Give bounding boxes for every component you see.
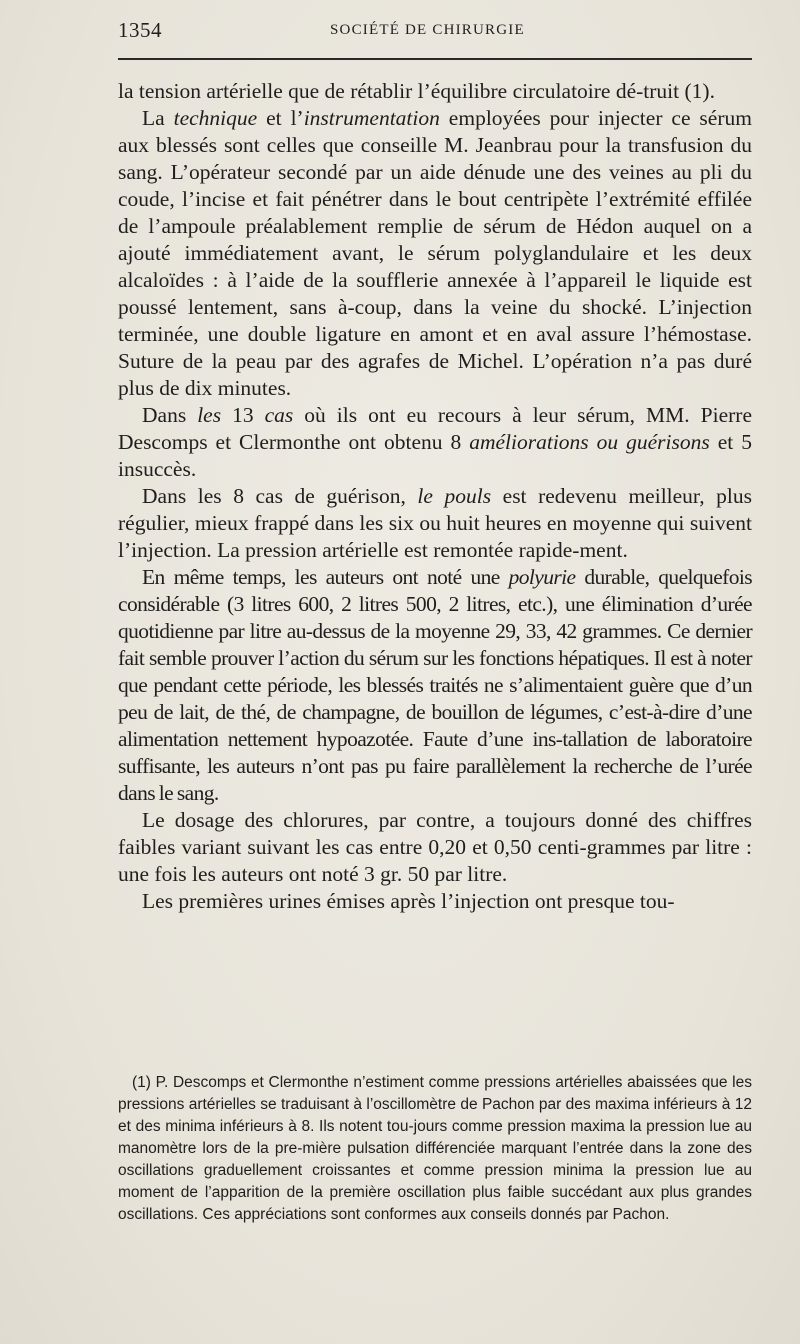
paragraph-2 <box>118 105 752 402</box>
text-run: employées pour injecter ce sérum aux blessés sont celles que conseille M. Jeanbrau pour la transfusion du sang. L’opérateur secondé par un aide dénude une des veines au pli du coude, l’incise et fait pénétrer dans le bout centripète l’extrémité effilée de l’ampoule préalablement remplie de sérum de Hédon auquel on a ajouté immédiatement avant, le sérum polyglandulaire et les deux alcaloïdes : à l’aide de la soufflerie annexée à l’appareil le liquide est poussé lentement, sans à-coup, dans la veine du shocké. L’injection terminée, une double ligature en amont et en aval assure l’hémostase. Suture de la peau par des agrafes de Michel. L’opération n’a pas duré plus de dix minutes. <box>118 106 752 400</box>
text-run: et 5 insuccès. <box>118 430 752 481</box>
body-text <box>118 78 752 915</box>
text-run: Les premières urines émises après l’injection ont presque tou- <box>142 889 675 913</box>
paragraph-4 <box>118 483 752 564</box>
text-run: En même temps, les auteurs ont noté une <box>142 565 509 589</box>
italic-run: technique <box>173 106 258 130</box>
italic-run: cas <box>264 403 294 427</box>
header-rule <box>118 58 752 60</box>
page-number: 1354 <box>118 18 162 42</box>
text-run: Dans <box>142 403 198 427</box>
italic-run: instrumentation <box>303 106 440 130</box>
italic-run: les <box>197 403 222 427</box>
text-run: Dans les 8 cas de guérison, <box>142 484 418 508</box>
text-run: La <box>142 106 174 130</box>
text-run: où ils ont eu recours à leur sérum, MM. Pierre Descomps et Clermonthe ont obtenu 8 <box>118 403 753 454</box>
text-run: Le dosage des chlorures, par contre, a toujours donné des chiffres faibles variant suivant les cas entre 0,20 et 0,50 centi-grammes par litre : une fois les auteurs ont noté 3 gr. 50 par litre. <box>118 808 752 886</box>
text-run: la tension artérielle que de rétablir l’équilibre circulatoire dé-truit (1). <box>118 79 715 103</box>
italic-run: polyurie <box>508 565 576 589</box>
italic-run: le pouls <box>417 484 492 508</box>
italic-run: améliorations ou guérisons <box>469 430 710 454</box>
text-run: et l’ <box>257 106 304 130</box>
footnote <box>118 1072 752 1226</box>
text-run: durable, quelquefois considérable (3 litres 600, 2 litres 500, 2 litres, etc.), une élimination d’urée quotidienne par litre au-dessus de la moyenne 29, 33, 42 grammes. Ce dernier fait semble prouver l’action du sérum sur les fonctions hépatiques. Il est à noter que pendant cette période, les blessés traités ne s’alimentaient guère que d’un peu de lait, de thé, de champagne, de bouillon de légumes, c’est-à-dire d’une alimentation nettement hypoazotée. Faute d’une ins-tallation de laboratoire suffisante, les auteurs n’ont pas pu faire parallèlement la recherche de l’urée dans le sang. <box>118 565 752 805</box>
paragraph-1 <box>118 78 752 105</box>
paragraph-3 <box>118 402 752 483</box>
text-run: est redevenu meilleur, plus régulier, mieux frappé dans les six ou huit heures en moyenne qui suivent l’injection. La pression artérielle est remontée rapide-ment. <box>118 484 753 562</box>
paragraph-5 <box>118 564 752 807</box>
paragraph-6 <box>118 807 752 888</box>
page-header <box>118 18 750 42</box>
footnote-text: (1) P. Descomps et Clermonthe n’estiment comme pressions artérielles abaissées que les pressions artérielles se traduisant à l’oscillomètre de Pachon par des maxima inférieurs à 12 et des minima inférieurs à 8. Ils notent tou-jours comme pression maxima la pression lue au manomètre lors de la pre-mière pulsation différenciée marquant l’entrée dans la zone des oscillations graduellement croissantes et comme pression minima la pression lue au moment de l’apparition de la première oscillation plus faible succédant aux plus grandes oscillations. Ces appréciations sont conformes aux conseils donnés par Pachon. <box>118 1074 752 1223</box>
text-run: 13 <box>221 403 265 427</box>
paragraph-7 <box>118 888 752 915</box>
running-head: SOCIÉTÉ DE CHIRURGIE <box>330 22 525 38</box>
